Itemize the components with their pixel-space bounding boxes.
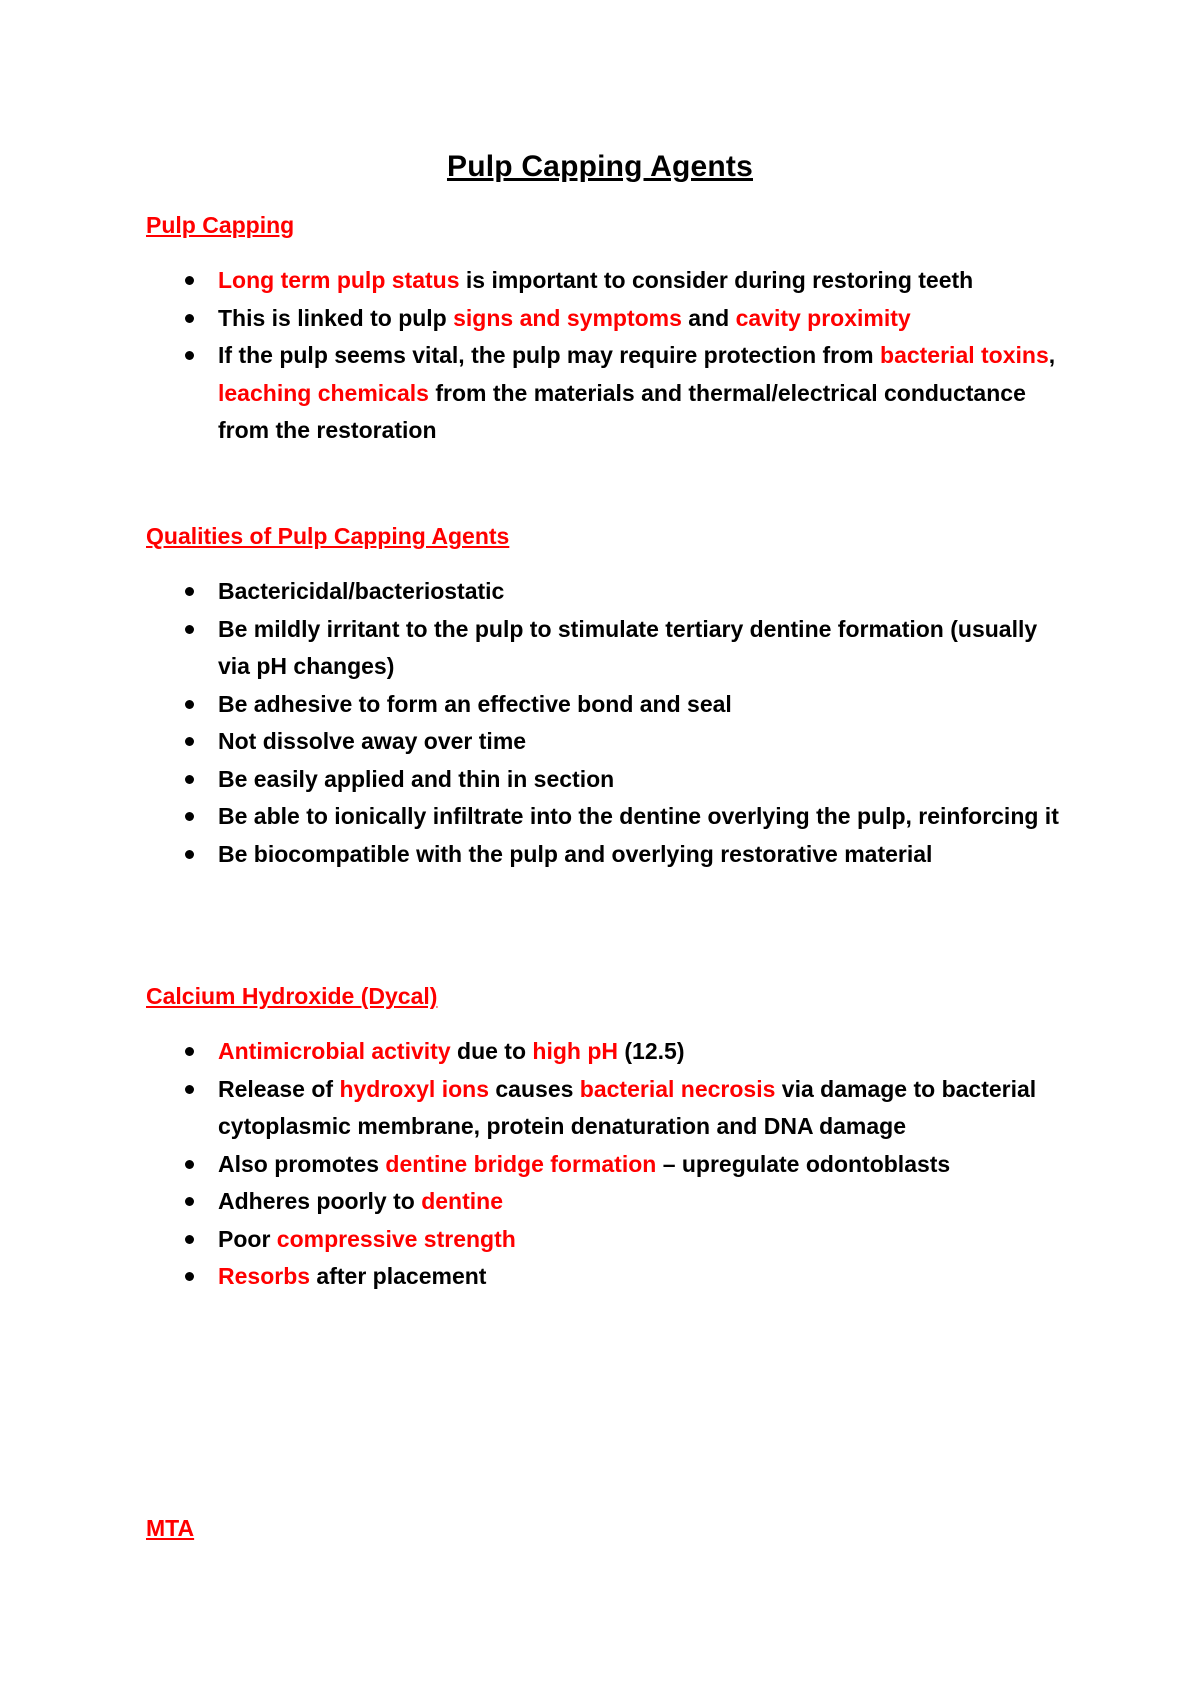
text-run: from the materials and thermal/electrical conductance from the restoration bbox=[218, 379, 1026, 443]
highlighted-term: Long term pulp status bbox=[218, 267, 460, 293]
text-run: Not dissolve away over time bbox=[218, 728, 527, 754]
text-run: via damage to bacterial cytoplasmic membrane, protein denaturation and DNA damage bbox=[218, 1075, 1037, 1139]
text-run: Be able to ionically infiltrate into the dentine overlying the pulp, reinforcing it bbox=[218, 803, 1059, 829]
text-run: causes bbox=[489, 1075, 580, 1102]
text-run: If the pulp seems vital, the pulp may require protection from bbox=[218, 342, 881, 368]
list-item bbox=[146, 836, 1066, 874]
bullet-list-calcium-hydroxide bbox=[146, 1033, 1066, 1296]
highlighted-term: high pH bbox=[532, 1038, 618, 1064]
text-run: , bbox=[1048, 342, 1056, 368]
section-heading-mta: MTA bbox=[146, 1515, 195, 1541]
list-item bbox=[146, 1258, 1066, 1296]
list-item bbox=[146, 723, 1066, 761]
list-item bbox=[146, 337, 1066, 450]
highlighted-term: dentine bridge formation bbox=[385, 1150, 657, 1177]
text-run: (12.5) bbox=[618, 1038, 685, 1064]
highlighted-term: leaching chemicals bbox=[218, 379, 429, 406]
page-title: Pulp Capping Agents bbox=[446, 150, 753, 183]
text-run: Be biocompatible with the pulp and overlying restorative material bbox=[218, 840, 933, 867]
list-item bbox=[146, 262, 1066, 300]
list-item bbox=[146, 611, 1066, 686]
section-heading-pulp-capping: Pulp Capping bbox=[146, 212, 295, 238]
text-run: – upregulate odontoblasts bbox=[656, 1150, 951, 1177]
highlighted-term: compressive strength bbox=[276, 1225, 516, 1252]
list-item bbox=[146, 573, 1066, 611]
list-item bbox=[146, 686, 1066, 724]
text-run: Be easily applied and thin in section bbox=[218, 765, 615, 792]
highlighted-term: signs and symptoms bbox=[453, 304, 682, 331]
text-run: Release of bbox=[218, 1075, 340, 1102]
text-run: is important to consider during restoring teeth bbox=[459, 267, 974, 293]
list-item bbox=[146, 1071, 1066, 1146]
bullet-list-qualities bbox=[146, 573, 1066, 873]
list-item bbox=[146, 1183, 1066, 1221]
section-heading-qualities: Qualities of Pulp Capping Agents bbox=[146, 523, 510, 549]
highlighted-term: Antimicrobial activity bbox=[218, 1038, 451, 1064]
bullet-list-pulp-capping bbox=[146, 262, 1066, 450]
list-item bbox=[146, 1221, 1066, 1259]
text-run: Bactericidal/bacteriostatic bbox=[218, 578, 505, 604]
highlighted-term: Resorbs bbox=[218, 1263, 311, 1289]
text-run: Be mildly irritant to the pulp to stimulate tertiary dentine formation (usually via pH changes) bbox=[218, 615, 1038, 679]
list-item bbox=[146, 761, 1066, 799]
section-heading-calcium-hydroxide: Calcium Hydroxide (Dycal) bbox=[146, 983, 438, 1009]
text-run: This is linked to pulp bbox=[218, 304, 454, 331]
text-run: Be adhesive to form an effective bond and seal bbox=[218, 690, 732, 717]
highlighted-term: cavity proximity bbox=[735, 304, 911, 331]
highlighted-term: bacterial necrosis bbox=[579, 1075, 776, 1102]
list-item bbox=[146, 798, 1066, 836]
text-run: Also promotes bbox=[218, 1150, 386, 1177]
list-item bbox=[146, 1033, 1066, 1071]
text-run: and bbox=[681, 304, 736, 331]
list-item bbox=[146, 300, 1066, 338]
text-run: Poor bbox=[218, 1225, 277, 1252]
highlighted-term: bacterial toxins bbox=[880, 342, 1049, 368]
text-run: after placement bbox=[310, 1263, 487, 1289]
highlighted-term: hydroxyl ions bbox=[339, 1075, 489, 1102]
list-item bbox=[146, 1146, 1066, 1184]
highlighted-term: dentine bbox=[421, 1188, 503, 1214]
text-run: due to bbox=[450, 1038, 533, 1064]
text-run: Adheres poorly to bbox=[218, 1188, 422, 1214]
